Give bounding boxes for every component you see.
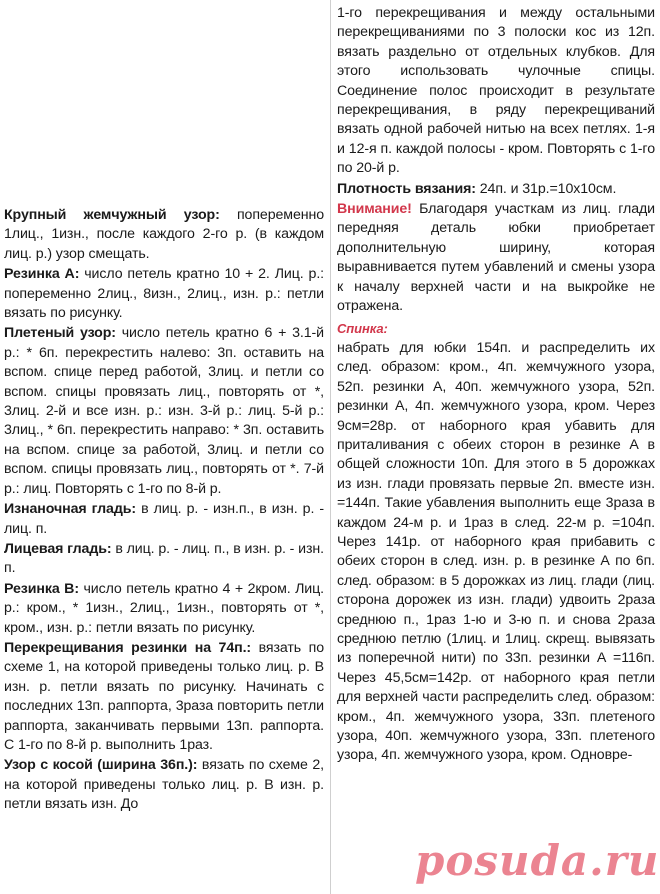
heading-attention: Внимание! (337, 201, 412, 218)
heading-cable-pattern: Узор с косой (ширина 36п.): (4, 757, 198, 774)
heading-rib-crossings: Перекрещивания резинки на 74п.: (4, 639, 252, 656)
column-divider (330, 0, 331, 894)
paragraph-rib-a: Резинка А: число петель кратно 10 + 2. Лиц. р.: попеременно 2лиц., 8изн., 2лиц., изн. р.: петли вязать по рисунку. (4, 266, 325, 322)
paragraph-pearl-pattern: Крупный жемчужный узор: попеременно 1лиц., 1изн., после каждого 2-го р. (в каждом лиц. р.) узор смещать. (4, 207, 325, 262)
paragraph-gauge: Плотность вязания: 24п. и 31р.=10x10см. (337, 180, 617, 197)
heading-rib-b: Резинка В: (4, 580, 79, 597)
heading-pearl-pattern: Крупный жемчужный узор: (4, 207, 220, 223)
heading-braided-pattern: Плетеный узор: (4, 325, 116, 342)
paragraph-braided-pattern: Плетеный узор: число петель кратно 6 + 3.1-й р.: * 6п. перекрестить налево: 3п. оставить на вспом. спице перед работой, 3лиц. и петли со вспом. спицы провязать лиц., повторять от *, 3лиц. 2-й и все изн. р.: изн. 3-й р.: лиц. 5-й р.: 3лиц., * 6п. перекрестить направо: * 3п. оставить на вспом. спице за работой, 3лиц. и петли со вспом. спицы провязать лиц., повторять от *. 7-й р.: лиц. Повторять с 1-го по 8-й р. (4, 325, 324, 497)
heading-gauge: Плотность вязания: (337, 180, 476, 197)
paragraph-reverse-stockinette: Изнаночная гладь: в лиц. р. - изн.п., в изн. р. - лиц. п. (4, 501, 325, 537)
left-column (4, 206, 324, 894)
paragraph-rib-crossings: Перекрещивания резинки на 74п.: вязать по схеме 1, на которой приведены только лиц. р. В изн. р. петли вязать по рисунку. Начинать с последних 13п. раппорта, 3раза повторить петли раппорта, заканчивать первыми 13п. раппорта. С 1-го по 8-й р. выполнить 1раз. (4, 639, 324, 753)
right-column (337, 4, 655, 894)
paragraph-attention: Внимание! Благодаря участкам из лиц. глади передняя деталь юбки приобретает дополнительную ширину, которая выравнивается путем убавлений и смены узора к началу верхней части и на выкройке не отражена. (337, 201, 655, 315)
site-watermark (415, 835, 660, 885)
heading-back: Спинка: (337, 320, 388, 336)
watermark-logo: posuda.ru (415, 835, 660, 885)
paragraph-cable-pattern: Узор с косой (ширина 36п.): вязать по схеме 2, на которой приведены только лиц. р. В изн. р. петли вязать изн. До (4, 757, 325, 813)
paragraph-rib-b: Резинка В: число петель кратно 4 + 2кром. Лиц. р.: кром., * 1изн., 2лиц., 1изн., повторять от *, кром., изн. р.: петли вязать по рисунку. (4, 580, 325, 636)
paragraph-back: набрать для юбки 154п. и распределить их след. образом: кром., 4п. жемчужного узора, 52п. резинки А, 40п. жемчужного узора, 52п. резинки А, 4п. жемчужного узора, кром. Через 9см=28р. от наборного края убавить для приталивания с обеих сторон в резинке А в общей сложности 10п. Для этого в 5 дорожках из изн. глади провязать первые 2п. вместе изн. =144п. Такие убавления выполнить еще 3раза в каждом 24-м р. и 1раз в след. 22-м р. =104п. Через 141р. от наборного края прибавить с обеих сторон в след. изн. р. в резинке А по 6п. след. образом: в 5 дорожках из лиц. глади (лиц. сторона дорожек из изн. глади) удвоить 2раза среднюю п., 1раз 1-ю и 3-ю п. и снова 2раза среднюю петлю (1лиц. и 1лиц. скрещ. вывязать из поперечной нити) по 33п. резинки А =116п. Через 45,5см=142р. от наборного края петли для верхней части распределить след. образом: кром., 4п. жемчужного узора, 33п. плетеного узора, 40п. жемчужного узора, 33п. плетеного узора, 4п. жемчужного узора, кром. Одновре- (337, 339, 655, 764)
heading-stockinette: Лицевая гладь: (4, 540, 112, 557)
paragraph-crossings-continued: 1-го перекрещивания и между остальными перекрещиваниями по 3 полоски кос из 12п. вязать раздельно от отдельных клубков. Для этого использовать чулочные спицы. Соединение полос происходит в результате перекрещивания, в ряду перекрещиваний вязать одной рабочей нитью на всех петлях. 1-я и 12-я п. каждой полосы - кром. Повторять с 1-го по 20-й р. (337, 5, 655, 177)
heading-reverse-stockinette: Изнаночная гладь: (4, 501, 136, 518)
heading-rib-a: Резинка А: (4, 266, 80, 283)
paragraph-stockinette: Лицевая гладь: в лиц. р. - лиц. п., в изн. р. - изн. п. (4, 540, 324, 577)
